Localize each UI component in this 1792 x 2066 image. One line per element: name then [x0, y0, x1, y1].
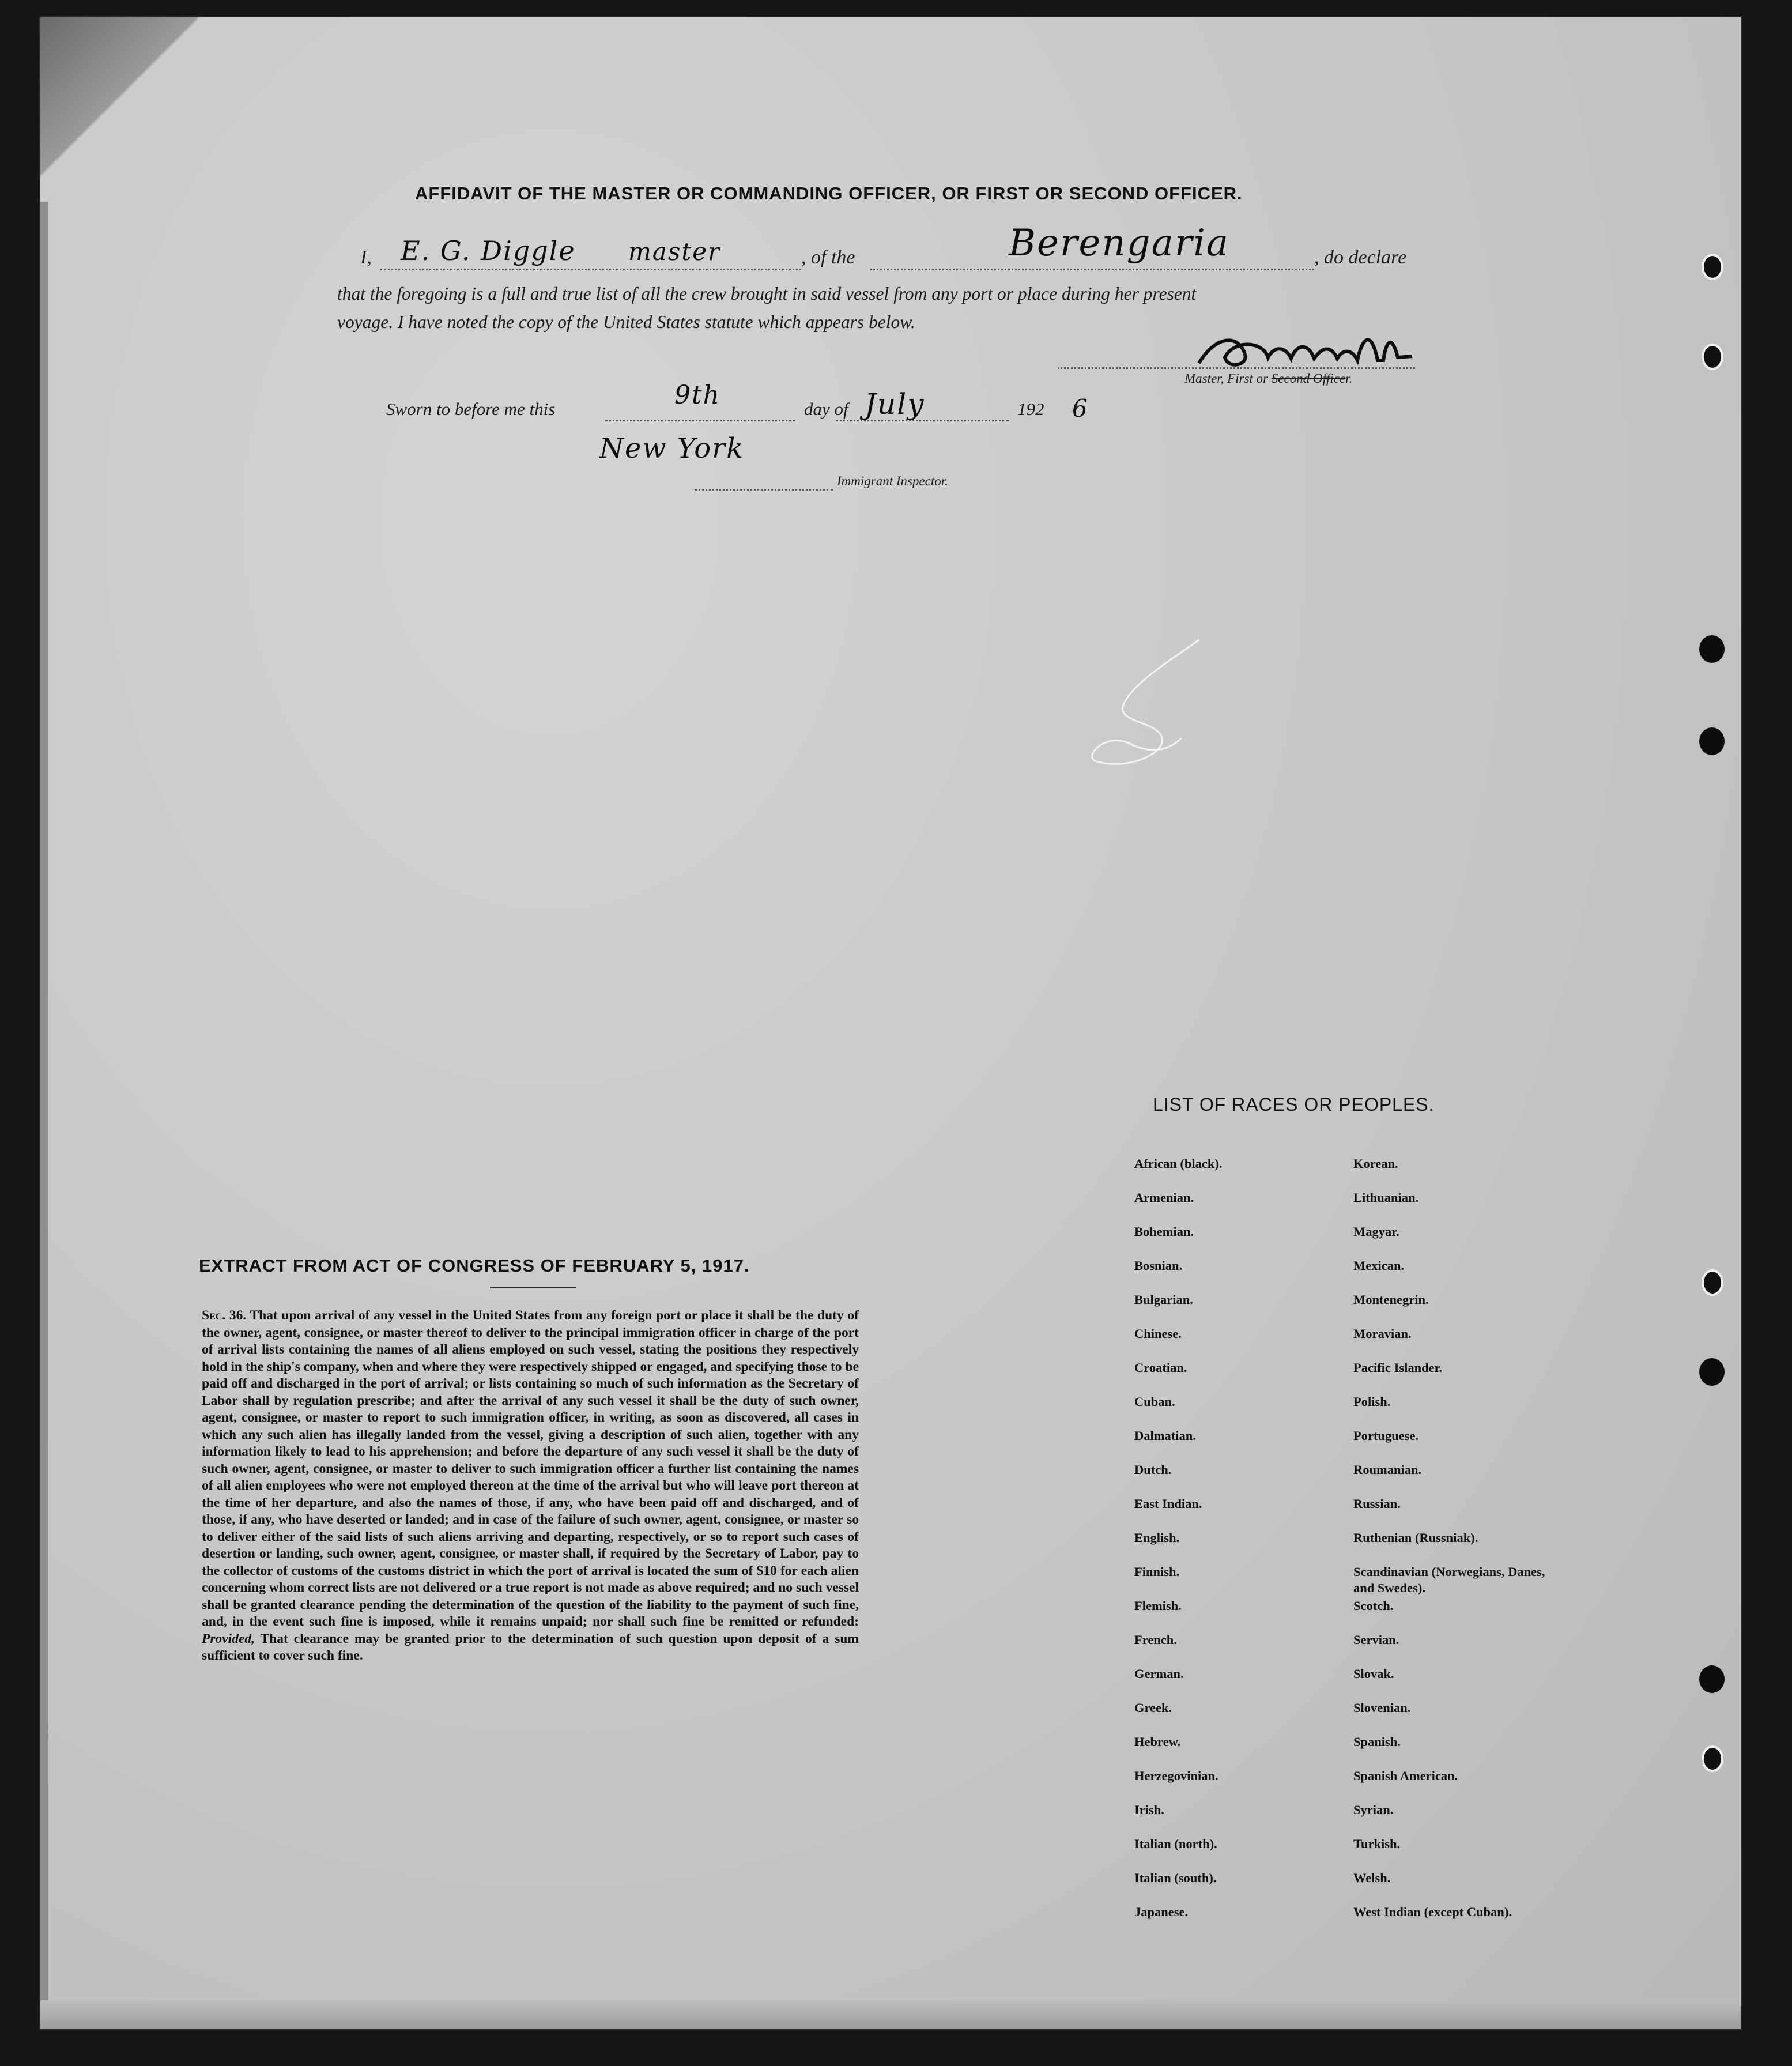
- declaration-line-2: that the foregoing is a full and true list of all the crew brought in said vessel from any port or place during her present: [337, 284, 1197, 304]
- races-title: LIST OF RACES OR PEOPLES.: [1153, 1094, 1435, 1115]
- race-item: Finnish.: [1134, 1564, 1180, 1579]
- master-name: E. G. Diggle: [401, 235, 576, 266]
- race-item: Croatian.: [1134, 1360, 1187, 1375]
- binder-hole-icon: [1699, 1358, 1725, 1386]
- sworn-month: July: [865, 387, 925, 421]
- race-item: Italian (south).: [1134, 1871, 1217, 1885]
- folded-corner: [40, 17, 248, 202]
- race-item: African (black).: [1134, 1156, 1223, 1171]
- race-item: Japanese.: [1134, 1905, 1189, 1919]
- signature-caption: [1184, 371, 1352, 386]
- sworn-year-prefix: 192: [1017, 399, 1044, 419]
- sworn-day-rule: [605, 420, 795, 421]
- race-item: Turkish.: [1353, 1837, 1401, 1851]
- race-item: Scandinavian (Norwegians, Danes, and Swedes).: [1353, 1564, 1545, 1595]
- binder-hole-icon: [1702, 1745, 1723, 1772]
- race-item: Spanish.: [1353, 1735, 1401, 1749]
- race-item: East Indian.: [1134, 1496, 1202, 1511]
- race-item: Italian (north).: [1134, 1837, 1217, 1851]
- binder-hole-icon: [1702, 1269, 1723, 1296]
- race-item: Welsh.: [1353, 1871, 1391, 1885]
- races-left-column: [1134, 1156, 1222, 1938]
- race-item: West Indian (except Cuban).: [1353, 1905, 1512, 1919]
- race-item: Moravian.: [1353, 1326, 1412, 1341]
- race-item: Scotch.: [1353, 1598, 1394, 1613]
- race-item: Bulgarian.: [1134, 1292, 1193, 1307]
- race-item: Chinese.: [1134, 1326, 1182, 1341]
- extract-body-part-1: That upon arrival of any vessel in the United States from any foreign port or place it shall be the duty of the owner, agent, consignee, or master thereof to deliver to the principal immigration officer in charge of the port of arrival lists containing the names of all aliens employed on such vessel, stating the positions they respectively hold in the ship's company, when and where they were respectively shipped or engaged, and specifying those to be paid off and discharged in the port of arrival; or lists containing so much of such information as the Secretary of Labor shall by regulation prescribe; and after the arrival of any such vessel it shall be the duty of such owner, agent, consignee, or master to report to such immigration officer, in writing, as soon as discovered, all cases in which any such alien has illegally landed from the vessel, giving a description of such alien, together with any information likely to lead to his apprehension; and before the departure of any such vessel it shall be the duty of such owner, agent, consignee, or master to deliver to such immigration officer a further list containing the names of all alien employees who were not employed thereon at the time of the arrival but who will leave port thereon at the time of her departure, and also the names of those, if any, who have been paid off and discharged, and of those, if any, who have deserted or landed; and in case of the failure of such owner, agent, consignee, or master so to deliver either of the said lists of such aliens arriving and departing, respectively, or so to report such cases of desertion or landing, such owner, agent, consignee, or master shall, if required by the Secretary of Labor, pay to the collector of customs of the customs district in which the port of arrival is located the sum of $10 for each alien concerning whom correct lists are not delivered or a true report is not made as above required; and no such vessel shall be granted clearance pending the determination of the question of the liability to the payment of such fine, and, in the event such fine is imposed, while it remains unpaid; nor shall such fine be remitted or refunded:: [202, 1308, 859, 1629]
- race-item: Bosnian.: [1134, 1258, 1183, 1273]
- race-item: Slovenian.: [1353, 1701, 1411, 1715]
- inspector-rule: [695, 489, 833, 491]
- race-item: Portuguese.: [1353, 1428, 1419, 1443]
- sworn-year-suffix: 6: [1072, 394, 1089, 423]
- race-item: Korean.: [1353, 1156, 1398, 1171]
- extract-title-rule: [490, 1287, 576, 1288]
- inspector-caption: Immigrant Inspector.: [837, 474, 948, 488]
- declaration-line-3: voyage. I have noted the copy of the United States statute which appears below.: [337, 312, 915, 332]
- sworn-day: 9th: [674, 380, 721, 410]
- race-item: Pacific Islander.: [1353, 1360, 1443, 1375]
- vessel-name: Berengaria: [1009, 222, 1229, 265]
- race-item: Dalmatian.: [1134, 1428, 1196, 1443]
- race-item: Herzegovinian.: [1134, 1769, 1218, 1783]
- signature-caption-end: r.: [1345, 371, 1353, 386]
- extract-title: EXTRACT FROM ACT OF CONGRESS OF FEBRUARY 5, 1917.: [199, 1256, 750, 1276]
- race-item: German.: [1134, 1667, 1184, 1681]
- race-item: Armenian.: [1134, 1190, 1194, 1205]
- do-declare-label: , do declare: [1314, 247, 1407, 268]
- signature-caption-struck: Second Office: [1271, 371, 1346, 386]
- race-item: Bohemian.: [1134, 1224, 1194, 1239]
- race-item: French.: [1134, 1633, 1177, 1647]
- vessel-name-rule: [870, 269, 1314, 270]
- extract-body-part-2: That clearance may be granted prior to the determination of such question upon deposit of a sum sufficient to cover such fine.: [202, 1631, 859, 1663]
- master-title: master: [628, 237, 721, 266]
- sheet-bottom-edge: [40, 2000, 1741, 2029]
- binder-hole-icon: [1702, 254, 1723, 280]
- race-item: Dutch.: [1134, 1462, 1172, 1477]
- of-the-label: , of the: [801, 247, 855, 268]
- sworn-day-of: day of: [804, 399, 848, 419]
- proviso-label: Provided,: [202, 1631, 255, 1646]
- declaration-prefix: I,: [360, 247, 372, 268]
- race-item: Lithuanian.: [1353, 1190, 1419, 1205]
- binder-hole-icon: [1699, 635, 1725, 663]
- binder-hole-icon: [1699, 1665, 1725, 1693]
- binder-hole-icon: [1699, 727, 1725, 755]
- race-item: Roumanian.: [1353, 1462, 1422, 1477]
- sheet-left-edge: [40, 202, 48, 2023]
- race-item: Magyar.: [1353, 1224, 1399, 1239]
- master-name-rule: [380, 269, 801, 270]
- sworn-place: New York: [599, 432, 745, 465]
- sworn-prefix: Sworn to before me this: [386, 399, 556, 419]
- race-item: English.: [1134, 1530, 1180, 1545]
- pencil-scribble-mark: [1084, 634, 1216, 778]
- race-item: Polish.: [1353, 1394, 1391, 1409]
- race-item: Spanish American.: [1353, 1769, 1458, 1783]
- race-item: Cuban.: [1134, 1394, 1175, 1409]
- race-item: Russian.: [1353, 1496, 1401, 1511]
- race-item: Servian.: [1353, 1633, 1399, 1647]
- binder-hole-icon: [1702, 344, 1723, 370]
- race-item: Montenegrin.: [1353, 1292, 1429, 1307]
- race-item: Irish.: [1134, 1803, 1164, 1817]
- races-right-column: [1353, 1156, 1561, 1938]
- race-item: Flemish.: [1134, 1598, 1182, 1613]
- section-label: Sec. 36.: [202, 1308, 247, 1323]
- affidavit-title: AFFIDAVIT OF THE MASTER OR COMMANDING OFFICER, OR FIRST OR SECOND OFFICER.: [415, 183, 1243, 203]
- extract-body: [202, 1307, 859, 1665]
- race-item: Slovak.: [1353, 1667, 1394, 1681]
- race-item: Ruthenian (Russniak).: [1353, 1530, 1478, 1545]
- race-item: Greek.: [1134, 1701, 1172, 1715]
- race-item: Hebrew.: [1134, 1735, 1181, 1749]
- race-item: Mexican.: [1353, 1258, 1405, 1273]
- signature-caption-text: Master, First or: [1184, 371, 1272, 386]
- race-item: Syrian.: [1353, 1803, 1394, 1817]
